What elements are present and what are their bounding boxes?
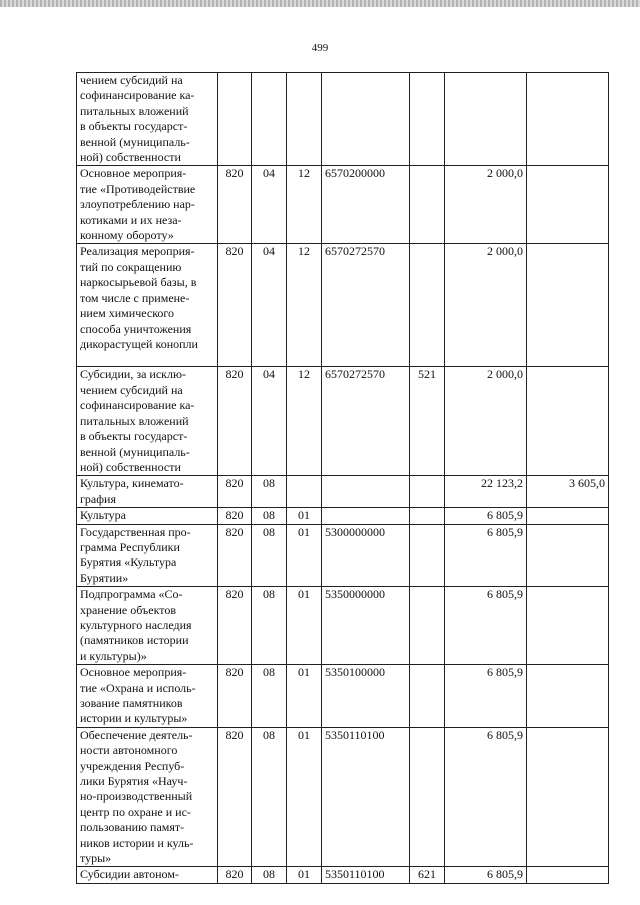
row-ved: 820 (218, 665, 252, 728)
row-subsection (287, 73, 322, 166)
row-name: Реализация мероприя- тий по сокращению наркосырьевой базы, в том числе с примене- нием химического способа уничтожения дикорастущей конопли (77, 244, 218, 367)
row-amount: 6 805,9 (445, 867, 527, 883)
scan-top-edge (0, 0, 640, 7)
row-target-code (322, 508, 410, 524)
row-expense-type (410, 524, 445, 587)
row-amount (445, 73, 527, 166)
row-subsection: 01 (287, 867, 322, 883)
row-name: Основное мероприя- тие «Охрана и исполь- зование памятников истории и культуры» (77, 665, 218, 728)
row-name: чением субсидий на софинансирование ка- питальных вложений в объекты государст- венной (муниципаль- ной) собственности (77, 73, 218, 166)
row-ved (218, 73, 252, 166)
row-target-code: 6570272570 (322, 367, 410, 476)
row-amount-2 (527, 73, 609, 166)
row-expense-type (410, 727, 445, 867)
row-section: 04 (252, 244, 287, 367)
row-amount-2 (527, 244, 609, 367)
row-expense-type (410, 476, 445, 508)
row-name: Подпрограмма «Со- хранение объектов культурного наследия (памятников истории и культуры)» (77, 587, 218, 665)
row-amount-2 (527, 367, 609, 476)
row-section: 08 (252, 508, 287, 524)
row-name: Основное мероприя- тие «Противодействие злоупотреблению нар- котиками и их неза- конному обороту» (77, 166, 218, 244)
row-ved: 820 (218, 476, 252, 508)
row-section: 08 (252, 867, 287, 883)
row-subsection: 01 (287, 587, 322, 665)
row-amount: 6 805,9 (445, 508, 527, 524)
row-subsection: 01 (287, 665, 322, 728)
row-amount: 6 805,9 (445, 587, 527, 665)
row-target-code: 6570272570 (322, 244, 410, 367)
row-ved: 820 (218, 166, 252, 244)
row-section: 04 (252, 166, 287, 244)
row-ved: 820 (218, 367, 252, 476)
row-subsection: 01 (287, 524, 322, 587)
table-row (77, 524, 609, 587)
budget-table (76, 72, 609, 884)
row-amount: 2 000,0 (445, 244, 527, 367)
row-ved: 820 (218, 244, 252, 367)
row-section: 08 (252, 476, 287, 508)
row-target-code: 6570200000 (322, 166, 410, 244)
row-section: 04 (252, 367, 287, 476)
row-section: 08 (252, 727, 287, 867)
row-ved: 820 (218, 727, 252, 867)
row-expense-type: 621 (410, 867, 445, 883)
row-section: 08 (252, 524, 287, 587)
row-amount-2 (527, 665, 609, 728)
row-subsection: 01 (287, 727, 322, 867)
row-amount: 6 805,9 (445, 665, 527, 728)
row-ved: 820 (218, 524, 252, 587)
row-amount-2 (527, 867, 609, 883)
page-number: 499 (311, 42, 329, 54)
table-row (77, 476, 609, 508)
row-target-code (322, 73, 410, 166)
row-subsection: 12 (287, 244, 322, 367)
row-expense-type (410, 587, 445, 665)
row-expense-type (410, 665, 445, 728)
row-name: Государственная про- грамма Республики Бурятия «Культура Бурятии» (77, 524, 218, 587)
row-amount-2 (527, 727, 609, 867)
row-expense-type: 521 (410, 367, 445, 476)
row-amount: 6 805,9 (445, 524, 527, 587)
row-subsection (287, 476, 322, 508)
row-amount-2: 3 605,0 (527, 476, 609, 508)
row-subsection: 01 (287, 508, 322, 524)
row-name: Культура (77, 508, 218, 524)
row-amount: 2 000,0 (445, 367, 527, 476)
row-expense-type (410, 244, 445, 367)
row-section: 08 (252, 587, 287, 665)
row-target-code: 5350000000 (322, 587, 410, 665)
row-subsection: 12 (287, 367, 322, 476)
table-row (77, 587, 609, 665)
row-amount-2 (527, 166, 609, 244)
row-name: Обеспечение деятель- ности автономного учреждения Респуб- лики Бурятия «Науч- но-производственный центр по охране и ис- пользованию памят- ников истории и куль- туры» (77, 727, 218, 867)
row-ved: 820 (218, 587, 252, 665)
table-row (77, 508, 609, 524)
row-target-code: 5350100000 (322, 665, 410, 728)
table-row (77, 727, 609, 867)
row-target-code: 5350110100 (322, 727, 410, 867)
table-row (77, 73, 609, 166)
table-row (77, 665, 609, 728)
table-row (77, 867, 609, 883)
row-name: Субсидии, за исклю- чением субсидий на софинансирование ка- питальных вложений в объекты государст- венной (муниципаль- ной) собственности (77, 367, 218, 476)
row-amount-2 (527, 587, 609, 665)
table-row (77, 244, 609, 367)
row-name: Субсидии автоном- (77, 867, 218, 883)
row-target-code: 5350110100 (322, 867, 410, 883)
row-ved: 820 (218, 508, 252, 524)
row-amount-2 (527, 524, 609, 587)
table-row (77, 166, 609, 244)
row-section (252, 73, 287, 166)
row-amount: 2 000,0 (445, 166, 527, 244)
row-section: 08 (252, 665, 287, 728)
row-expense-type (410, 73, 445, 166)
row-amount-2 (527, 508, 609, 524)
row-expense-type (410, 508, 445, 524)
table-row (77, 367, 609, 476)
row-amount: 22 123,2 (445, 476, 527, 508)
row-ved: 820 (218, 867, 252, 883)
row-subsection: 12 (287, 166, 322, 244)
row-expense-type (410, 166, 445, 244)
row-target-code (322, 476, 410, 508)
row-amount: 6 805,9 (445, 727, 527, 867)
row-name: Культура, кинемато- графия (77, 476, 218, 508)
row-target-code: 5300000000 (322, 524, 410, 587)
